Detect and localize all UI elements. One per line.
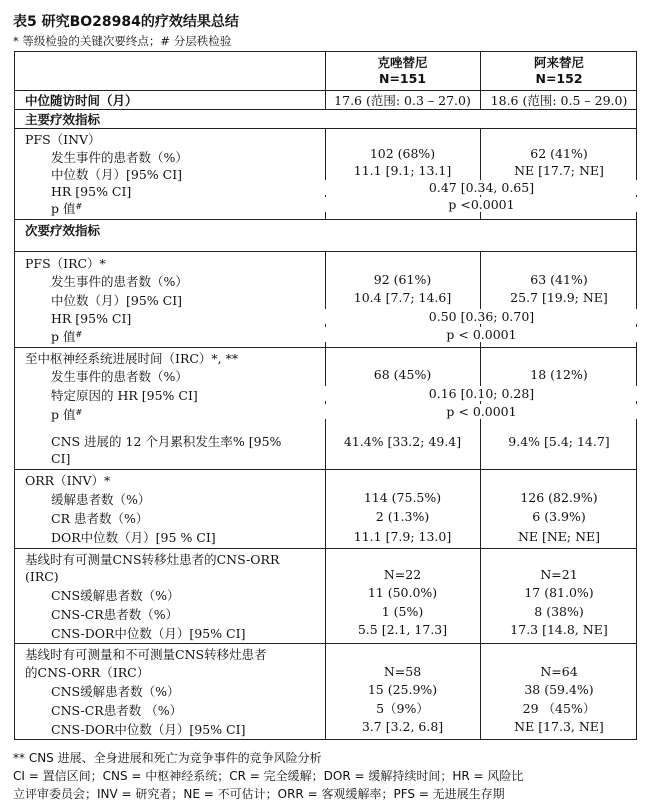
pfs-inv-hr-value: 0.47 [0.34, 0.65] — [325, 180, 638, 195]
cns-orr-a-resp-label: CNS缓解患者数（%） — [51, 684, 180, 699]
col2-n: N=152 — [535, 71, 583, 86]
cns-orr-a-resp-c1: 15 (25.9%) — [367, 682, 438, 697]
cns-orr-a-dor-label: CNS-DOR中位数（月）[95% CI] — [51, 722, 246, 737]
cns-orr-a-cr-c2: 29 （45%） — [522, 701, 596, 716]
pfs-inv-events-c2: 62 (41%) — [530, 146, 588, 161]
pfs-irc-median-label: 中位数（月）[95% CI] — [51, 293, 183, 308]
cns-prog-events-c1: 68 (45%) — [373, 367, 432, 382]
orr-inv-dor-label: DOR中位数（月）[95 % CI] — [51, 530, 216, 545]
pfs-inv-median-label: 中位数（月）[95% CI] — [51, 167, 183, 182]
cns-orr-m-dor-c2: 17.3 [14.8, NE] — [510, 622, 608, 637]
cns-orr-a-dor-c1: 3.7 [3.2, 6.8] — [361, 719, 444, 734]
cns-orr-m-cr-c1: 1 (5%) — [381, 604, 424, 619]
cns-orr-a-n-c2: N=64 — [540, 664, 578, 679]
pfs-inv-median-c1: 11.1 [9.1; 13.1] — [353, 163, 452, 178]
cns-orr-a-label-2: 的CNS-ORR（IRC） — [25, 665, 150, 680]
pfs-irc-events-c2: 63 (41%) — [530, 272, 588, 287]
cns-orr-m-dor-c1: 5.5 [2.1, 17.3] — [357, 622, 448, 637]
cns-orr-m-n-c1: N=22 — [383, 567, 422, 582]
cns-orr-m-resp-c1: 11 (50.0%) — [367, 585, 438, 600]
cns-orr-a-n-c1: N=58 — [383, 664, 422, 679]
pfs-inv-hr-label: HR [95% CI] — [51, 184, 132, 199]
cns-orr-m-n-c2: N=21 — [540, 567, 578, 582]
followup-col1: 17.6 (范围: 0.3 – 27.0) — [334, 93, 471, 108]
col1-name: 克唑替尼 — [377, 55, 428, 70]
followup-col2: 18.6 (范围: 0.5 – 29.0) — [490, 93, 628, 108]
cns-orr-m-label-1: 基线时有可测量CNS转移灶患者的CNS-ORR — [25, 552, 280, 567]
pfs-irc-label: PFS（IRC）* — [25, 256, 106, 271]
table-title: 表5 研究BO28984的疗效结果总结 — [13, 14, 239, 30]
orr-inv-resp-c1: 114 (75.5%) — [363, 490, 442, 505]
orr-inv-cr-label: CR 患者数（%） — [51, 511, 149, 526]
cns-prog-p-label: p 值# — [51, 407, 83, 422]
cns-orr-m-cr-c2: 8 (38%) — [534, 604, 584, 619]
table-header-row — [15, 52, 636, 90]
orr-inv-resp-label: 缓解患者数（%） — [51, 492, 151, 507]
pfs-irc-median-c1: 10.4 [7.7; 14.6] — [353, 290, 452, 305]
secondary-header-row — [15, 219, 636, 251]
pfs-inv-median-c2: NE [17.7; NE] — [514, 163, 604, 178]
efficacy-table — [14, 51, 637, 740]
orr-inv-resp-c2: 126 (82.9%) — [520, 490, 598, 505]
cns-orr-m-resp-label: CNS缓解患者数（%） — [51, 588, 180, 603]
primary-header: 主要疗效指标 — [25, 112, 101, 127]
cns-orr-m-resp-c2: 17 (81.0%) — [524, 585, 594, 600]
footnote-abbreviations-1: CI = 置信区间；CNS = 中枢神经系统；CR = 完全缓解；DOR = 缓解持续时间；HR = 风险比 — [13, 769, 524, 783]
pfs-inv-row — [15, 128, 636, 219]
cns-orr-a-cr-c1: 5（9%） — [376, 701, 429, 716]
cns-prog-cum-label-1: CNS 进展的 12 个月累积发生率% [95% — [51, 434, 282, 449]
cns-prog-p-value: p < 0.0001 — [325, 404, 638, 419]
cns-orr-a-label-1: 基线时有可测量和不可测量CNS转移灶患者 — [25, 647, 267, 662]
secondary-header: 次要疗效指标 — [25, 223, 101, 238]
orr-inv-label: ORR（INV）* — [25, 473, 111, 488]
cns-prog-events-label: 发生事件的患者数（%） — [51, 369, 188, 384]
followup-row — [15, 90, 636, 109]
pfs-irc-row — [15, 251, 636, 347]
cns-prog-hr-label: 特定原因的 HR [95% CI] — [51, 388, 198, 403]
cns-orr-a-resp-c2: 38 (59.4%) — [524, 682, 594, 697]
orr-inv-cr-c1: 2 (1.3%) — [375, 509, 430, 524]
cns-orr-m-label-2: (IRC) — [25, 569, 59, 584]
cns-orr-a-cr-label: CNS-CR患者数 （%） — [51, 703, 183, 718]
cns-prog-label: 至中枢神经系统进展时间（IRC）*, ** — [25, 351, 239, 366]
orr-inv-dor-c2: NE [NE; NE] — [517, 529, 601, 544]
cns-orr-m-dor-label: CNS-DOR中位数（月）[95% CI] — [51, 626, 246, 641]
pfs-inv-p-label: p 值# — [51, 201, 83, 216]
footnote-abbreviations-2: 立评审委员会；INV = 研究者；NE = 不可估计；ORR = 客观缓解率；PFS = 无进展生存期 — [13, 787, 505, 801]
followup-label: 中位随访时间（月） — [25, 93, 138, 108]
cns-prog-events-c2: 18 (12%) — [530, 367, 588, 382]
pfs-inv-label: PFS（INV） — [25, 132, 101, 147]
cns-prog-cum-label-2: CI] — [51, 451, 71, 466]
pfs-irc-hr-value: 0.50 [0.36; 0.70] — [325, 309, 638, 324]
pfs-inv-p-value: p <0.0001 — [325, 197, 638, 212]
col1-n: N=151 — [378, 71, 427, 86]
cns-orr-a-dor-c2: NE [17.3, NE] — [514, 719, 604, 734]
cns-progression-row — [15, 347, 636, 469]
pfs-inv-events-c1: 102 (68%) — [369, 146, 436, 161]
pfs-irc-p-label: p 值# — [51, 329, 83, 344]
pfs-irc-median-c2: 25.7 [19.9; NE] — [510, 290, 608, 305]
orr-inv-cr-c2: 6 (3.9%) — [532, 509, 586, 524]
cns-prog-cum-c1: 41.4% [33.2; 49.4] — [343, 434, 462, 449]
cns-prog-hr-value: 0.16 [0.10; 0.28] — [325, 386, 638, 401]
cns-orr-all-row — [15, 643, 636, 739]
table-subtitle: * 等级检验的关键次要终点；# 分层秩检验 — [13, 34, 232, 48]
cns-prog-cum-c2: 9.4% [5.4; 14.7] — [508, 434, 610, 449]
primary-header-row — [15, 109, 636, 128]
pfs-irc-events-label: 发生事件的患者数（%） — [51, 274, 188, 289]
pfs-irc-p-value: p < 0.0001 — [325, 327, 638, 342]
cns-orr-measurable-row — [15, 548, 636, 643]
pfs-irc-events-c1: 92 (61%) — [373, 272, 432, 287]
footnote-competing-risk: ** CNS 进展、全身进展和死亡为竞争事件的竞争风险分析 — [13, 751, 322, 765]
cns-orr-m-cr-label: CNS-CR患者数（%） — [51, 607, 179, 622]
pfs-irc-hr-label: HR [95% CI] — [51, 311, 132, 326]
pfs-inv-events-label: 发生事件的患者数（%） — [51, 150, 188, 165]
orr-inv-dor-c1: 11.1 [7.9; 13.0] — [353, 529, 452, 544]
col2-name: 阿来替尼 — [533, 55, 584, 70]
orr-inv-row — [15, 469, 636, 548]
